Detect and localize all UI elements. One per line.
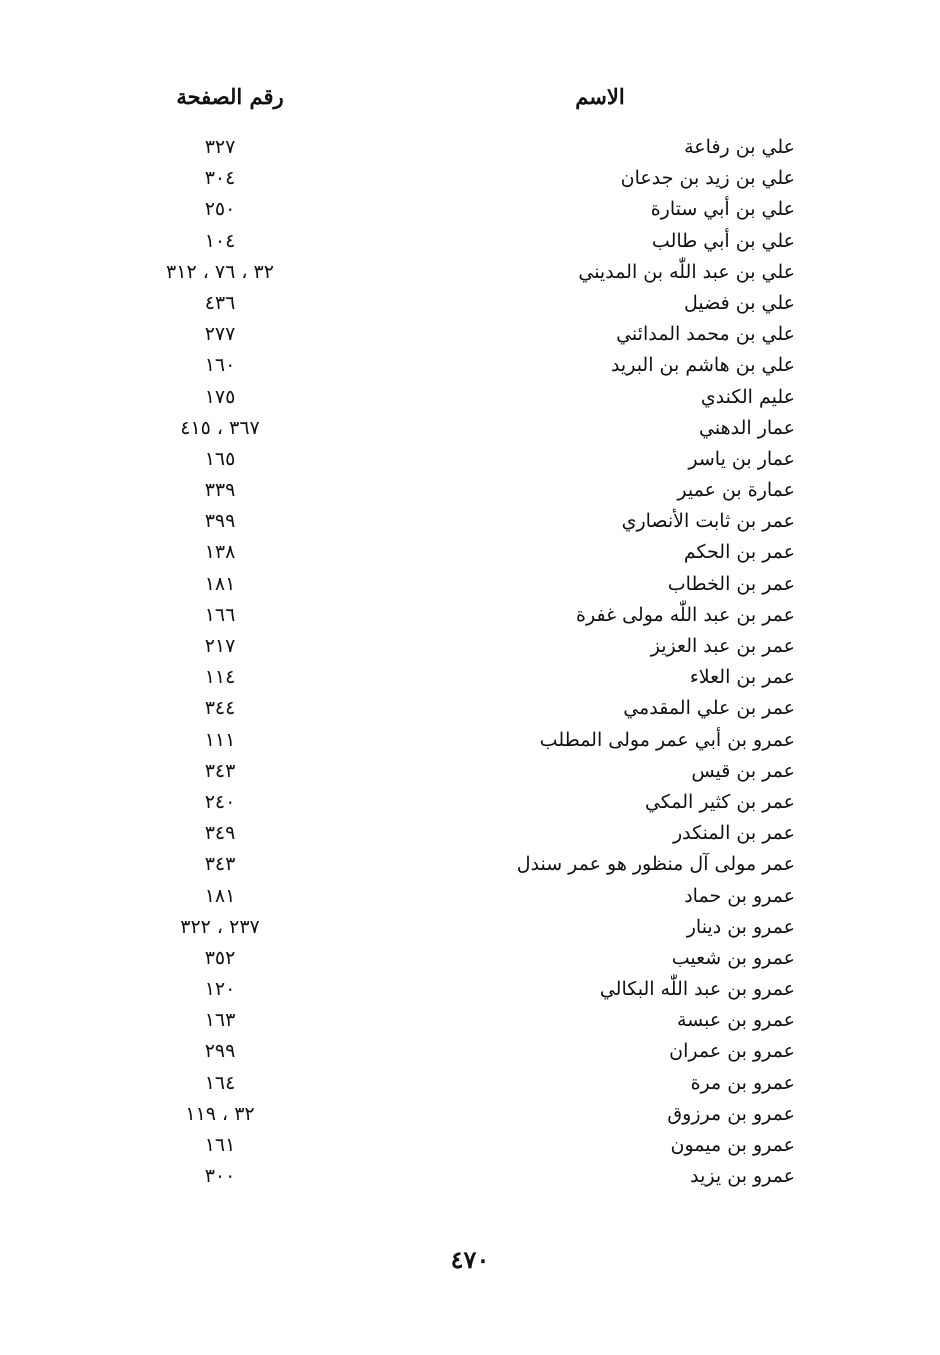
index-entry-row bbox=[120, 600, 795, 631]
entry-pages: ١٦٤ bbox=[204, 1071, 236, 1094]
index-entry-row bbox=[120, 569, 795, 600]
entry-pages: ١٢٠ bbox=[204, 978, 236, 1001]
entry-name: عمرو بن أبي عمر مولى المطلب bbox=[539, 728, 795, 751]
entry-name: علي بن أبي ستارة bbox=[650, 198, 795, 221]
entry-pages: ٣٤٩ bbox=[204, 822, 236, 845]
name-column-header: الاسم bbox=[575, 84, 625, 109]
entry-pages: ٣٠٤ bbox=[204, 167, 236, 190]
entry-name: عمرو بن مرزوق bbox=[667, 1102, 795, 1125]
index-entry-row bbox=[120, 537, 795, 568]
entry-name: عمار بن ياسر bbox=[688, 447, 795, 470]
entry-pages: ٣٢ ، ٧٦ ، ٣١٢ bbox=[166, 260, 274, 283]
index-entry-row bbox=[120, 912, 795, 943]
entry-pages: ٣٢ ، ١١٩ bbox=[185, 1102, 255, 1125]
index-entry-row bbox=[120, 288, 795, 319]
index-entry-row bbox=[120, 787, 795, 818]
entry-name: علي بن عبد اللّٰه بن المديني bbox=[578, 260, 795, 283]
entry-pages: ٣٤٣ bbox=[204, 759, 236, 782]
index-entry-row bbox=[120, 413, 795, 444]
entry-name: عمرو بن دينار bbox=[686, 915, 795, 938]
page-number: ٤٧٠ bbox=[450, 1245, 490, 1274]
entry-pages: ٣٩٩ bbox=[204, 510, 236, 533]
entry-pages: ٣٤٣ bbox=[204, 853, 236, 876]
entry-name: عمرو بن حماد bbox=[684, 884, 795, 907]
entry-name: عمرو بن شعيب bbox=[671, 946, 795, 969]
index-entry-row bbox=[120, 132, 795, 163]
index-entry-row bbox=[120, 1130, 795, 1161]
page-number-column-header: رقم الصفحة bbox=[176, 84, 284, 109]
index-entry-row bbox=[120, 506, 795, 537]
entry-name: عمر بن قيس bbox=[691, 759, 795, 782]
index-entry-row bbox=[120, 350, 795, 381]
entry-name: عمر بن كثير المكي bbox=[644, 790, 795, 813]
entry-name: عمرو بن عبد اللّٰه البكالي bbox=[599, 978, 795, 1001]
index-entry-row bbox=[120, 444, 795, 475]
entry-pages: ٣٤٤ bbox=[204, 697, 236, 720]
entry-pages: ٢٥٠ bbox=[204, 198, 236, 221]
index-entry-row bbox=[120, 974, 795, 1005]
entry-pages: ٢٣٧ ، ٣٢٢ bbox=[180, 915, 260, 938]
index-entry-row bbox=[120, 881, 795, 912]
entry-pages: ٣٣٩ bbox=[204, 479, 236, 502]
entry-pages: ٢٧٧ bbox=[204, 323, 236, 346]
entry-pages: ١٨١ bbox=[204, 572, 236, 595]
entry-name: عمرو بن عبسة bbox=[676, 1009, 795, 1032]
index-entry-row bbox=[120, 1068, 795, 1099]
entry-pages: ١٦٥ bbox=[204, 447, 236, 470]
entry-name: عمرو بن ميمون bbox=[670, 1134, 795, 1156]
index-entry-row bbox=[120, 631, 795, 662]
index-entry-row bbox=[120, 943, 795, 974]
entry-name: علي بن رفاعة bbox=[684, 136, 795, 158]
entry-pages: ٣٦٧ ، ٤١٥ bbox=[180, 416, 260, 439]
entry-pages: ١٦٦ bbox=[204, 603, 236, 626]
index-entry-row bbox=[120, 693, 795, 724]
index-entry-row bbox=[120, 725, 795, 756]
entry-name: عمرو بن مرة bbox=[690, 1071, 795, 1094]
entry-name: عمر بن عبد اللّٰه مولى غفرة bbox=[576, 603, 795, 626]
entry-name: عمر بن الخطاب bbox=[667, 572, 795, 595]
entry-name: علي بن فضيل bbox=[684, 291, 795, 314]
entry-name: عمرو بن يزيد bbox=[690, 1165, 795, 1188]
index-entries-list bbox=[120, 132, 795, 1192]
entry-pages: ١٠٤ bbox=[204, 229, 236, 252]
index-entry-row bbox=[120, 1036, 795, 1067]
entry-name: عمر مولى آل منظور هو عمر سندل bbox=[516, 853, 795, 876]
index-entry-row bbox=[120, 163, 795, 194]
index-entry-row bbox=[120, 1005, 795, 1036]
index-entry-row bbox=[120, 257, 795, 288]
entry-pages: ١٣٨ bbox=[204, 541, 236, 564]
index-entry-row bbox=[120, 756, 795, 787]
entry-pages: ٣٠٠ bbox=[204, 1165, 236, 1188]
entry-name: عمارة بن عمير bbox=[677, 479, 795, 502]
index-entry-row bbox=[120, 194, 795, 225]
entry-pages: ١٦٣ bbox=[204, 1009, 236, 1032]
entry-pages: ٤٣٦ bbox=[204, 291, 236, 314]
entry-pages: ١٨١ bbox=[204, 884, 236, 907]
entry-name: عمر بن الحكم bbox=[683, 541, 795, 564]
entry-name: علي بن محمد المدائني bbox=[616, 323, 795, 346]
entry-pages: ٣٥٢ bbox=[204, 946, 236, 969]
entry-name: عمر بن العلاء bbox=[689, 666, 795, 689]
entry-name: عمر بن عبد العزيز bbox=[650, 635, 795, 657]
index-entry-row bbox=[120, 849, 795, 880]
index-entry-row bbox=[120, 319, 795, 350]
index-entry-row bbox=[120, 1161, 795, 1192]
index-entry-row bbox=[120, 1099, 795, 1130]
entry-pages: ٢٤٠ bbox=[204, 790, 236, 813]
entry-name: عمر بن المنكدر bbox=[672, 822, 795, 845]
index-entry-row bbox=[120, 226, 795, 257]
entry-name: عمار الدهني bbox=[699, 416, 795, 439]
index-entry-row bbox=[120, 818, 795, 849]
entry-name: عمرو بن عمران bbox=[669, 1040, 795, 1063]
entry-pages: ٢١٧ bbox=[204, 635, 236, 657]
entry-name: علي بن هاشم بن البريد bbox=[610, 354, 795, 377]
entry-pages: ٢٩٩ bbox=[204, 1040, 236, 1063]
entry-name: علي بن زيد بن جدعان bbox=[620, 167, 795, 190]
entry-pages: ١٦٠ bbox=[204, 354, 236, 377]
entry-pages: ١٧٥ bbox=[204, 385, 236, 408]
index-entry-row bbox=[120, 382, 795, 413]
index-entry-row bbox=[120, 475, 795, 506]
entry-name: علي بن أبي طالب bbox=[651, 229, 795, 252]
entry-pages: ١١١ bbox=[204, 728, 236, 751]
entry-pages: ١١٤ bbox=[204, 666, 236, 689]
entry-pages: ٣٢٧ bbox=[204, 136, 236, 158]
entry-name: عمر بن علي المقدمي bbox=[623, 697, 795, 720]
index-entry-row bbox=[120, 662, 795, 693]
entry-pages: ١٦١ bbox=[204, 1134, 236, 1156]
entry-name: عمر بن ثابت الأنصاري bbox=[621, 510, 795, 533]
entry-name: عليم الكندي bbox=[700, 385, 795, 408]
